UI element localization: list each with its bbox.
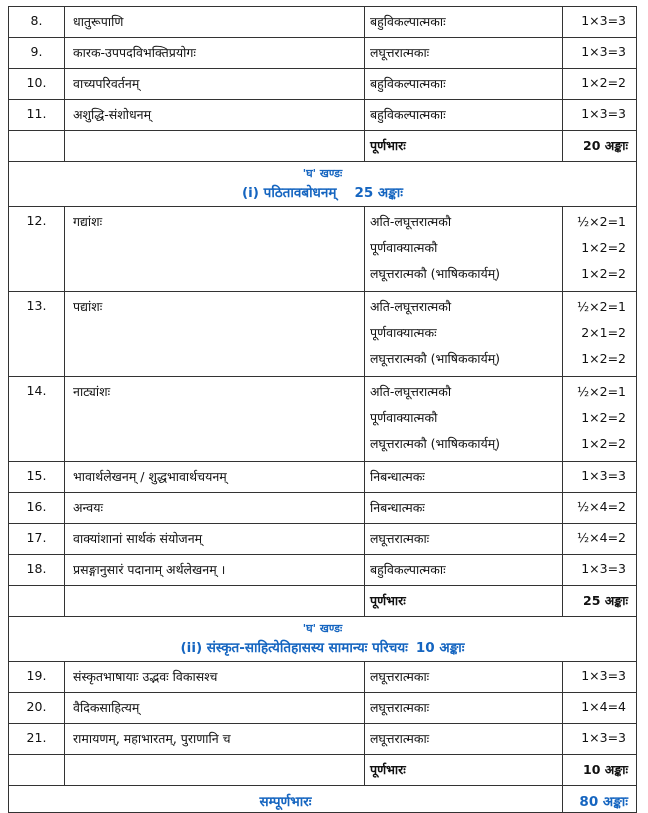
subtotal-row [9, 586, 637, 617]
row-question-type: लघूत्तरात्मकाः [365, 724, 563, 755]
grand-total-value: 80 अङ्काः [563, 786, 637, 813]
table-row [9, 69, 637, 100]
subtotal-value: 10 अङ्काः [563, 755, 637, 786]
subtotal-label: पूर्णभारः [365, 755, 563, 786]
subtotal-value: 25 अङ्काः [563, 586, 637, 617]
row-marks: 1×3=3 [563, 7, 637, 38]
table-row [9, 7, 637, 38]
row-topic: वाच्यपरिवर्तनम् [65, 69, 365, 100]
row-marks: 1×3=3 [563, 100, 637, 131]
row-number: 8. [9, 7, 65, 38]
row-marks: 1×3=3 [563, 555, 637, 586]
table-row [9, 493, 637, 524]
row-topic: वैदिकसाहित्यम् [65, 693, 365, 724]
section-subtitle: (ii) संस्कृत-साहित्येतिहासस्य सामान्यः परिचयः [180, 640, 408, 656]
row-question-type: बहुविकल्पात्मकाः [365, 7, 563, 38]
section-heading-row [9, 617, 637, 662]
row-number: 17. [9, 524, 65, 555]
table-row [9, 524, 637, 555]
row-question-type: लघूत्तरात्मकाः [365, 38, 563, 69]
section-title: 'घ' खण्डः [302, 622, 343, 635]
table-row [9, 100, 637, 131]
row-number: 21. [9, 724, 65, 755]
row-marks: 1×3=3 [563, 462, 637, 493]
row-marks: ½×4=2 [563, 524, 637, 555]
row-number: 16. [9, 493, 65, 524]
row-number: 14. [9, 377, 65, 462]
row-question-type: बहुविकल्पात्मकाः [365, 69, 563, 100]
row-marks: ½×2=1 1×2=2 1×2=2 [563, 207, 637, 292]
row-number: 20. [9, 693, 65, 724]
table-row [9, 207, 637, 292]
row-question-type: लघूत्तरात्मकाः [365, 693, 563, 724]
row-number: 11. [9, 100, 65, 131]
row-topic: धातुरूपाणि [65, 7, 365, 38]
row-marks: 1×4=4 [563, 693, 637, 724]
row-marks: ½×2=1 1×2=2 1×2=2 [563, 377, 637, 462]
row-number: 18. [9, 555, 65, 586]
row-question-types: अति-लघूत्तरात्मकौ पूर्णवाक्यात्मकः लघूत्तरात्मकौ (भाषिककार्यम्) [365, 292, 563, 377]
row-question-type: निबन्धात्मकः [365, 493, 563, 524]
row-number: 9. [9, 38, 65, 69]
marks-distribution-table [8, 6, 637, 813]
table-row [9, 555, 637, 586]
row-marks: 1×3=3 [563, 38, 637, 69]
section-marks: 10 अङ्काः [415, 640, 465, 656]
row-topic: वाक्यांशानां सार्थकं संयोजनम् [65, 524, 365, 555]
table-row [9, 693, 637, 724]
subtotal-row [9, 755, 637, 786]
row-topic: रामायणम्, महाभारतम्, पुराणानि च [65, 724, 365, 755]
row-number: 10. [9, 69, 65, 100]
row-number: 19. [9, 662, 65, 693]
table-row [9, 662, 637, 693]
row-question-type: बहुविकल्पात्मकाः [365, 100, 563, 131]
row-topic: गद्यांशः [65, 207, 365, 292]
row-topic: अशुद्धि-संशोधनम् [65, 100, 365, 131]
table-row [9, 377, 637, 462]
subtotal-row [9, 131, 637, 162]
row-number: 12. [9, 207, 65, 292]
section-title: 'घ' खण्डः [302, 167, 343, 180]
row-topic: संस्कृतभाषायाः उद्भवः विकासश्च [65, 662, 365, 693]
row-question-type: लघूत्तरात्मकाः [365, 662, 563, 693]
section-subtitle: (i) पठितावबोधनम् [241, 185, 337, 201]
row-marks: 1×2=2 [563, 69, 637, 100]
row-question-types: अति-लघूत्तरात्मकौ पूर्णवाक्यात्मकौ लघूत्तरात्मकौ (भाषिककार्यम्) [365, 377, 563, 462]
row-topic: कारक-उपपदविभक्तिप्रयोगः [65, 38, 365, 69]
row-question-types: अति-लघूत्तरात्मकौ पूर्णवाक्यात्मकौ लघूत्तरात्मकौ (भाषिककार्यम्) [365, 207, 563, 292]
row-topic: पद्यांशः [65, 292, 365, 377]
grand-total-label: सम्पूर्णभारः [9, 786, 563, 813]
row-marks: ½×2=1 2×1=2 1×2=2 [563, 292, 637, 377]
row-number: 15. [9, 462, 65, 493]
row-question-type: बहुविकल्पात्मकाः [365, 555, 563, 586]
row-marks: ½×4=2 [563, 493, 637, 524]
table-row [9, 292, 637, 377]
subtotal-value: 20 अङ्काः [563, 131, 637, 162]
row-topic: प्रसङ्गानुसारं पदानाम् अर्थलेखनम् । [65, 555, 365, 586]
section-heading-row [9, 162, 637, 207]
row-topic: भावार्थलेखनम् / शुद्धभावार्थचयनम् [65, 462, 365, 493]
row-topic: अन्वयः [65, 493, 365, 524]
table-row [9, 38, 637, 69]
row-number: 13. [9, 292, 65, 377]
table-row [9, 724, 637, 755]
table-row [9, 462, 637, 493]
row-marks: 1×3=3 [563, 724, 637, 755]
section-marks: 25 अङ्काः [354, 185, 404, 201]
subtotal-label: पूर्णभारः [365, 131, 563, 162]
row-topic: नाट्यांशः [65, 377, 365, 462]
row-marks: 1×3=3 [563, 662, 637, 693]
grand-total-row [9, 786, 637, 813]
row-question-type: निबन्धात्मकः [365, 462, 563, 493]
subtotal-label: पूर्णभारः [365, 586, 563, 617]
row-question-type: लघूत्तरात्मकाः [365, 524, 563, 555]
